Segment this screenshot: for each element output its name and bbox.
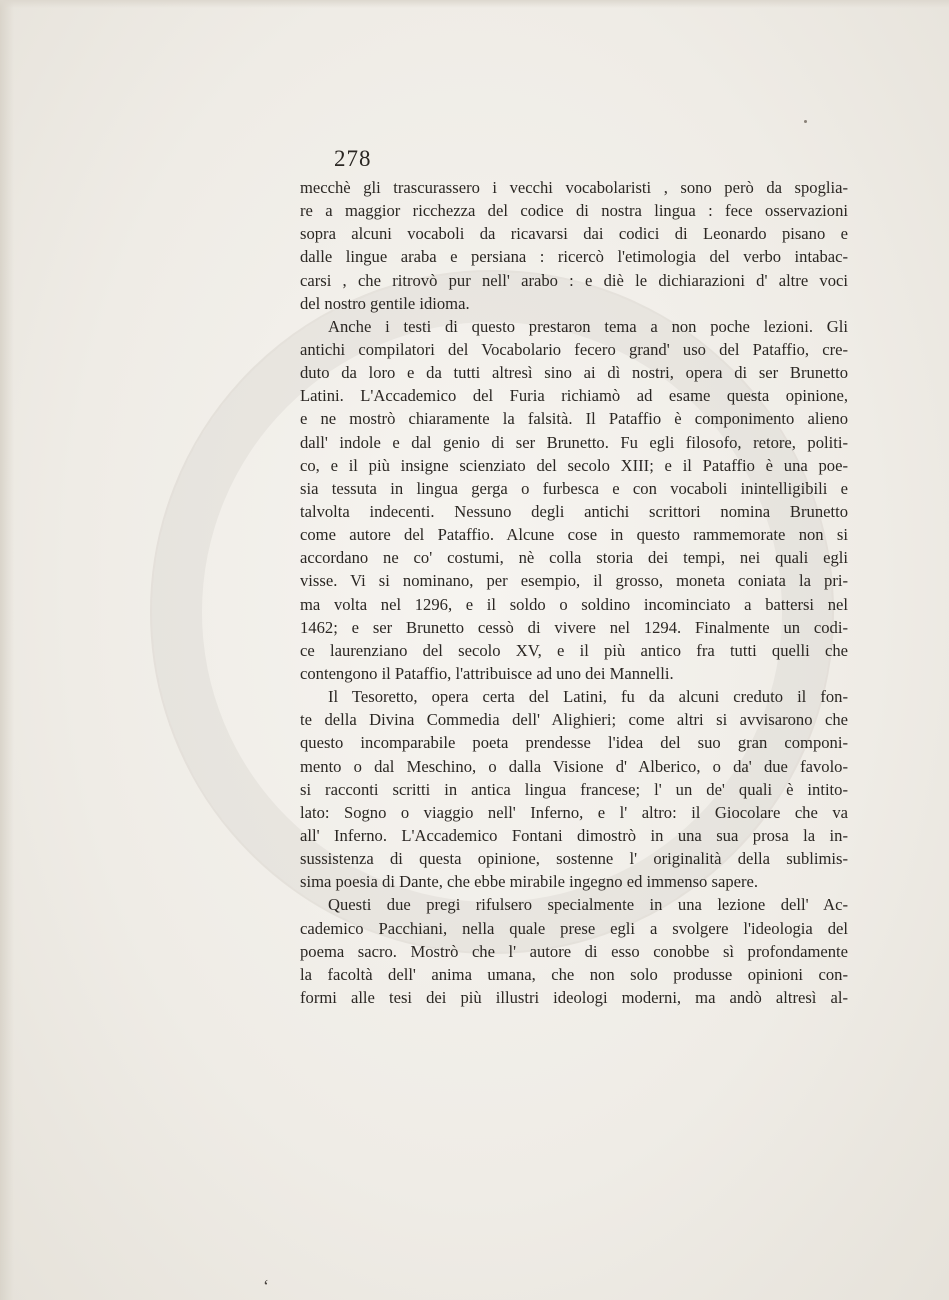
text-line: re a maggior ricchezza del codice di nostra lingua : fece osservazioni bbox=[300, 201, 848, 221]
text-line: sopra alcuni vocaboli da ricavarsi dai codici di Leonardo pisano e bbox=[300, 224, 848, 244]
bottom-mark: ‘ bbox=[263, 1276, 269, 1296]
text-line: lato: Sogno o viaggio nell' Inferno, e l' altro: il Giocolare che va bbox=[300, 802, 848, 822]
text-line: carsi , che ritrovò pur nell' arabo : e diè le dichiarazioni d' altre voci bbox=[300, 270, 848, 290]
paragraph-start-line: Il Tesoretto, opera certa del Latini, fu da alcuni creduto il fon- bbox=[328, 687, 848, 707]
text-line: formi alle tesi dei più illustri ideologi moderni, ma andò altresì al- bbox=[300, 987, 848, 1007]
text-line: dalle lingue araba e persiana : ricercò l'etimologia del verbo intabac- bbox=[300, 247, 848, 267]
body-text bbox=[300, 176, 848, 1009]
text-line: co, e il più insigne scienziato del secolo XIII; e il Pataffio è una poe- bbox=[300, 455, 848, 475]
paragraph-start-line: Anche i testi di questo prestaron tema a non poche lezioni. Gli bbox=[328, 316, 848, 336]
paragraph-start-line: Questi due pregi rifulsero specialmente in una lezione dell' Ac- bbox=[328, 895, 848, 915]
text-line: e ne mostrò chiaramente la falsità. Il Pataffio è componimento alieno bbox=[300, 409, 848, 429]
text-line: antichi compilatori del Vocabolario fecero grand' uso del Pataffio, cre- bbox=[300, 339, 848, 359]
text-line: mecchè gli trascurassero i vecchi vocabolaristi , sono però da spoglia- bbox=[300, 178, 848, 197]
page-top-edge bbox=[0, 0, 949, 8]
text-line: talvolta indecenti. Nessuno degli antichi scrittori nomina Brunetto bbox=[300, 501, 848, 521]
text-line: del nostro gentile idioma. bbox=[300, 293, 470, 313]
text-line: duto da loro e da tutti altresì sino ai dì nostri, opera di ser Brunetto bbox=[300, 363, 848, 383]
text-line: sima poesia di Dante, che ebbe mirabile ingegno ed immenso sapere. bbox=[300, 872, 759, 892]
text-line: questo incomparabile poeta prendesse l'idea del suo gran componi- bbox=[300, 733, 848, 753]
text-line: cademico Pacchiani, nella quale prese egli a svolgere l'ideologia del bbox=[300, 918, 848, 938]
text-line: 1462; e ser Brunetto cessò di vivere nel 1294. Finalmente un codi- bbox=[300, 617, 848, 637]
text-line: si racconti scritti in antica lingua francese; l' un de' quali è intito- bbox=[300, 779, 848, 799]
text-line: contengono il Pataffio, l'attribuisce ad uno dei Mannelli. bbox=[300, 663, 674, 683]
text-line: visse. Vi si nominano, per esempio, il grosso, moneta coniata la pri- bbox=[300, 571, 848, 591]
text-line: ma volta nel 1296, e il soldo o soldino incominciato a battersi nel bbox=[300, 594, 848, 614]
paper-speck bbox=[804, 120, 807, 123]
text-line: sia tessuta in lingua gerga o furbesca e con vocaboli inintelligibili e bbox=[300, 478, 848, 498]
text-line: te della Divina Commedia dell' Alighieri; come altri si avvisarono che bbox=[300, 710, 848, 730]
page-left-edge bbox=[0, 0, 14, 1300]
page-number: 278 bbox=[334, 146, 372, 171]
text-line: ce laurenziano del secolo XV, e il più antico fra tutti quelli che bbox=[300, 640, 848, 660]
text-line: Latini. L'Accademico del Furia richiamò ad esame questa opinione, bbox=[300, 386, 848, 406]
text-line: accordano ne co' costumi, nè colla storia dei tempi, nei quali egli bbox=[300, 548, 848, 568]
text-line: sussistenza di questa opinione, sostenne l' originalità della sublimis- bbox=[300, 849, 848, 869]
text-line: all' Inferno. L'Accademico Fontani dimostrò in una sua prosa la in- bbox=[300, 825, 848, 845]
text-line: poema sacro. Mostrò che l' autore di esso conobbe sì profondamente bbox=[300, 941, 848, 961]
text-line: mento o dal Meschino, o dalla Visione d' Alberico, o da' due favolo- bbox=[300, 756, 848, 776]
text-line: la facoltà dell' anima umana, che non solo produsse opinioni con- bbox=[300, 964, 848, 984]
text-line: dall' indole e dal genio di ser Brunetto. Fu egli filosofo, retore, politi- bbox=[300, 432, 848, 452]
text-line: come autore del Pataffio. Alcune cose in questo rammemorate non si bbox=[300, 525, 848, 545]
